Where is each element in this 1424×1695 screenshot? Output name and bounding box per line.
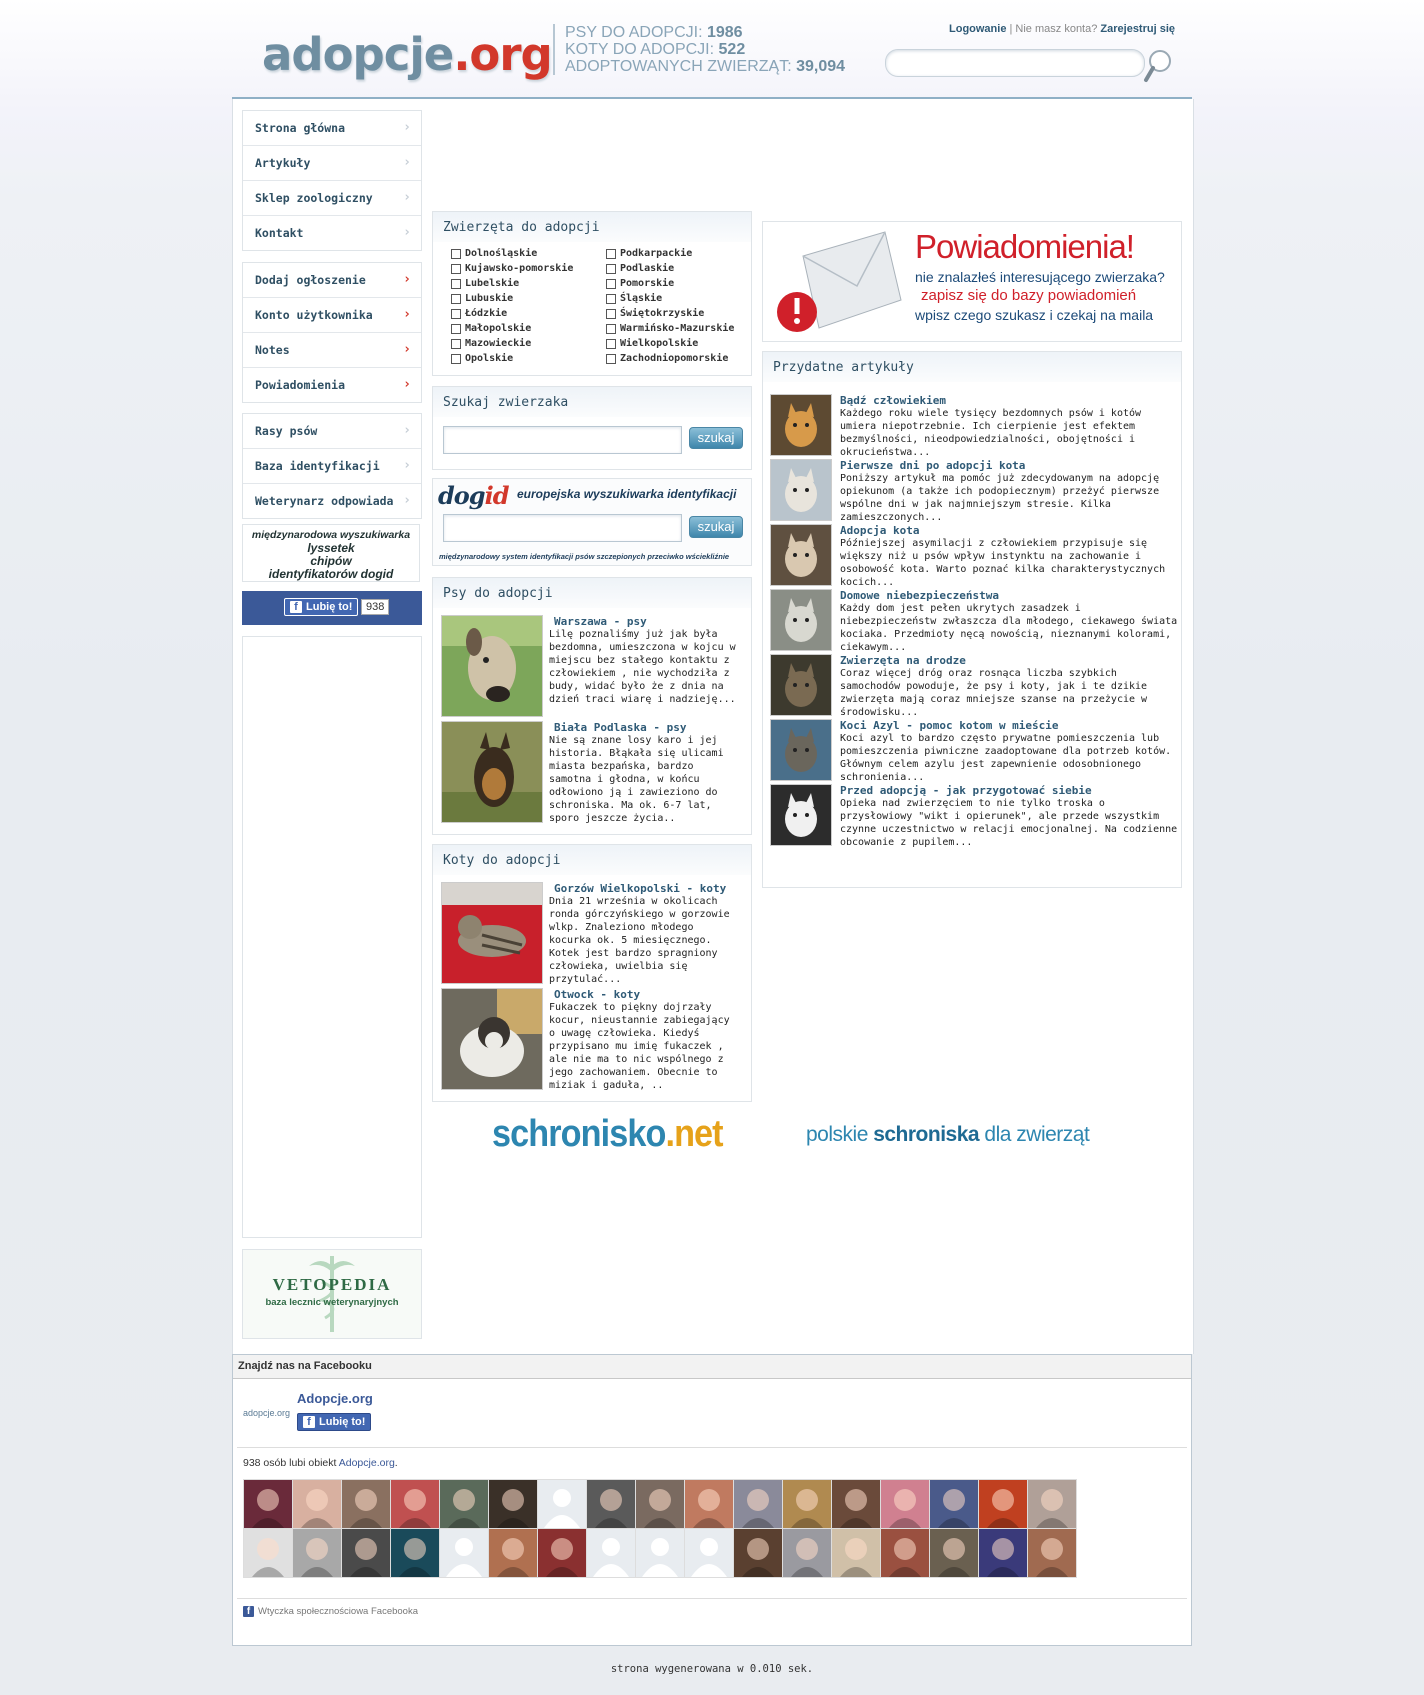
logo-domain: .org	[453, 28, 552, 81]
listing-title[interactable]: Warszawa - psy	[554, 615, 647, 628]
person-photo-icon	[489, 1529, 537, 1577]
stat-dogs: PSY DO ADOPCJI: 1986	[565, 24, 743, 41]
checkbox[interactable]	[606, 309, 616, 319]
person-photo-icon	[1028, 1529, 1076, 1577]
region-checkbox[interactable]: Kujawsko-pomorskie	[451, 262, 606, 275]
schronisko-net-logo[interactable]: schronisko.net	[492, 1113, 723, 1155]
fb-page-name[interactable]: Adopcje.org	[297, 1391, 373, 1406]
person-photo-icon	[930, 1480, 978, 1528]
nav-main	[242, 110, 422, 251]
person-photo-icon	[979, 1529, 1027, 1577]
region-checkbox[interactable]: Dolnośląskie	[451, 247, 606, 260]
panel-title: Koty do adopcji	[433, 845, 751, 875]
chevron-right-icon: ›	[403, 190, 411, 205]
page-generated-footer: strona wygenerowana w 0.010 sek.	[610, 1663, 814, 1675]
person-photo-icon	[244, 1529, 292, 1577]
vetopedia-subtitle: baza lecznic weterynaryjnych	[265, 1297, 399, 1308]
region-checkbox[interactable]: Opolskie	[451, 352, 606, 365]
nav-home[interactable]: Strona główna ›	[243, 111, 421, 146]
region-checkbox[interactable]: Wielkopolskie	[606, 337, 756, 350]
default-avatar-icon	[440, 1529, 488, 1577]
fan-avatar[interactable]	[635, 1528, 685, 1578]
panel-title: Szukaj zwierzaka	[433, 387, 751, 417]
region-checkbox[interactable]: Śląskie	[606, 292, 756, 305]
facebook-icon: f	[243, 1606, 254, 1617]
article-title[interactable]: Koci Azyl - pomoc kotom w mieście	[840, 719, 1059, 732]
dogid-logo[interactable]: dogid	[438, 481, 509, 510]
login-link[interactable]: Logowanie	[949, 23, 1007, 35]
person-photo-icon	[440, 1480, 488, 1528]
fan-avatar[interactable]	[341, 1479, 391, 1529]
fb-likes-text: 938 osób lubi obiekt Adopcje.org.	[243, 1457, 398, 1469]
article-item[interactable]	[770, 459, 1180, 525]
stats-box	[553, 24, 845, 75]
fan-avatar[interactable]	[243, 1479, 293, 1529]
chevron-right-icon: ›	[403, 342, 411, 357]
nav-pet-shop[interactable]: Sklep zoologiczny ›	[243, 181, 421, 216]
fan-avatar[interactable]	[537, 1528, 587, 1578]
checkbox[interactable]	[451, 324, 461, 334]
article-excerpt: Poniższy artykuł ma pomóc już zdecydowanym na adopcję opiekunom (a także ich podopiecznym) przeżyć pierwsze wspólne dni w jak najmniejszym stresie. Kilka zamieszczonych...	[840, 473, 1160, 523]
article-item[interactable]	[770, 654, 1180, 720]
register-link[interactable]: Zarejestruj się	[1100, 23, 1175, 35]
article-thumbnail	[770, 654, 832, 716]
polskie-schroniska-logo[interactable]: polskie schroniska dla zwierząt	[806, 1123, 1090, 1146]
fb-like-count: 938	[361, 599, 389, 615]
checkbox[interactable]	[451, 264, 461, 274]
fan-avatar[interactable]	[929, 1479, 979, 1529]
vetopedia-title: VETOPEDIA	[272, 1275, 392, 1294]
fan-avatar[interactable]	[390, 1479, 440, 1529]
fan-avatar[interactable]	[782, 1479, 832, 1529]
person-photo-icon	[293, 1529, 341, 1577]
cat-photo	[441, 988, 543, 1090]
fb-page-avatar[interactable]: adopcje.org	[243, 1408, 291, 1418]
checkbox[interactable]	[606, 324, 616, 334]
facebook-icon: f	[290, 601, 302, 613]
person-photo-icon	[1028, 1480, 1076, 1528]
person-photo-icon	[244, 1480, 292, 1528]
fan-avatar[interactable]	[733, 1528, 783, 1578]
banner-line: wpisz czego szukasz i czekaj na maila	[915, 307, 1154, 323]
cat-listing[interactable]	[441, 988, 731, 1090]
article-title[interactable]: Bądź człowiekiem	[840, 394, 946, 407]
fan-avatar[interactable]	[733, 1479, 783, 1529]
listing-text: Nie są znane losy karo i jej historia. Błąkała się ulicami miasta bezpańska, bardzo samotna i głodna, w końcu odłowiono ją i zawieziono do schroniska. Ma ok. 6-7 lat, sporo jeszcze życia..	[549, 735, 724, 824]
adopt-regions-panel	[432, 211, 752, 376]
fan-avatar[interactable]	[439, 1479, 489, 1529]
animal-search-button[interactable]: szukaj	[689, 427, 743, 449]
default-avatar-icon	[587, 1529, 635, 1577]
article-item[interactable]	[770, 394, 1180, 460]
article-excerpt: Opieka nad zwierzęciem to nie tylko troska o przysłowiowy "wikt i opierunek", ale przede wszystkim czynne uczestnictwo w relacji emocjonalnej. Na codzienne obcowanie z pupilem...	[840, 798, 1178, 848]
fan-avatar[interactable]	[880, 1528, 930, 1578]
chevron-right-icon: ›	[403, 307, 411, 322]
fan-avatar[interactable]	[782, 1528, 832, 1578]
chevron-right-icon: ›	[403, 493, 411, 508]
person-photo-icon	[293, 1480, 341, 1528]
stat-adopted: ADOPTOWANYCH ZWIERZĄT: 39,094	[565, 58, 846, 75]
sidebar-ad-slot	[242, 636, 422, 1238]
panel-title: Przydatne artykuły	[763, 352, 1181, 382]
article-excerpt: Koci azyl to bardzo często prywatne pomieszczenia lub pomieszczenia piwniczne zaadoptowane dla potrzeb kotów. Głównym celem azylu jest zapewnienie odosobnionego schronienia...	[840, 733, 1172, 783]
site-search-input[interactable]	[885, 49, 1145, 77]
checkbox[interactable]	[451, 354, 461, 364]
nav-contact[interactable]: Kontakt ›	[243, 216, 421, 250]
cat-photo	[441, 882, 543, 984]
fb-like-button[interactable]: f Lubię to!	[284, 598, 358, 616]
search-animal-panel	[432, 386, 752, 470]
fan-avatar[interactable]	[586, 1479, 636, 1529]
stat-cats: KOTY DO ADOPCJI: 522	[565, 41, 746, 58]
fan-avatar[interactable]	[635, 1479, 685, 1529]
region-checkbox[interactable]: Lubuskie	[451, 292, 606, 305]
dogs-panel	[432, 577, 752, 835]
nav-resources	[242, 413, 422, 519]
checkbox[interactable]	[606, 264, 616, 274]
region-checkbox[interactable]: Świętokrzyskie	[606, 307, 756, 320]
dogid-panel	[432, 478, 752, 566]
dog-listing[interactable]	[441, 615, 736, 717]
default-avatar-icon	[636, 1529, 684, 1577]
article-excerpt: Późniejszej asymilacji z człowiekiem przypisuje się większy niż u psów wpływ instynktu na zachowanie i osobowość kota. Warto poznać kilka charakterystycznych kocich...	[840, 538, 1166, 588]
fb-like-box	[242, 591, 422, 625]
regions-list	[433, 242, 751, 365]
fan-avatar[interactable]	[684, 1528, 734, 1578]
fan-avatar[interactable]	[488, 1479, 538, 1529]
logo-text: adopcje	[262, 28, 454, 81]
fan-avatar[interactable]	[488, 1528, 538, 1578]
chevron-right-icon: ›	[403, 120, 411, 135]
person-photo-icon	[734, 1480, 782, 1528]
default-avatar-icon	[685, 1529, 733, 1577]
person-photo-icon	[783, 1480, 831, 1528]
article-title[interactable]: Przed adopcją - jak przygotować siebie	[840, 784, 1092, 797]
nav-notifications[interactable]: Powiadomienia ›	[243, 368, 421, 402]
article-thumbnail	[770, 459, 832, 521]
article-excerpt: Każdy dom jest pełen ukrytych zasadzek i niebezpieczeństw zwłaszcza dla młodego, ciekawego świata kociaka. Przedmioty nęcą nowością, nieznanymi kolorami, ciekawym...	[840, 603, 1178, 653]
no-account-text: | Nie masz konta?	[1006, 23, 1101, 35]
article-thumbnail	[770, 524, 832, 586]
login-bar	[949, 23, 1175, 35]
fan-avatar[interactable]	[880, 1479, 930, 1529]
chevron-right-icon: ›	[403, 225, 411, 240]
person-photo-icon	[342, 1480, 390, 1528]
facebook-widget	[232, 1354, 1192, 1646]
listing-text: Dnia 21 września w okolicach ronda górczyńskiego w gorzowie wlkp. Znaleziono młodego kocurka ok. 5 miesięcznego. Kotek jest bardzo spragniony człowieka, uwielbia się przytulać...	[549, 896, 730, 985]
article-item[interactable]	[770, 589, 1180, 655]
checkbox[interactable]	[606, 294, 616, 304]
person-photo-icon	[391, 1529, 439, 1577]
panel-title: Zwierzęta do adopcji	[433, 212, 751, 242]
article-title[interactable]: Zwierzęta na drodze	[840, 654, 966, 667]
listing-title[interactable]: Biała Podlaska - psy	[554, 721, 687, 734]
divider	[237, 1598, 1187, 1599]
checkbox[interactable]	[451, 309, 461, 319]
vetopedia-banner[interactable]	[242, 1249, 422, 1339]
dog-photo	[441, 721, 543, 823]
chevron-right-icon: ›	[403, 155, 411, 170]
listing-text: Lilę poznaliśmy już jak była bezdomna, umieszczona w kojcu w miejscu bez stałego kontaktu z człowiekiem , nie wychodziła z budy, widać było że z dnia na dzień traci wiarę i nadzieję...	[549, 629, 736, 705]
article-item[interactable]	[770, 719, 1180, 785]
dogid-tagline: europejska wyszukiwarka identyfikacji	[517, 487, 737, 501]
article-item[interactable]	[770, 524, 1180, 590]
site-logo[interactable]	[262, 28, 552, 81]
checkbox[interactable]	[451, 279, 461, 289]
dogid-search-input[interactable]	[443, 514, 682, 542]
fan-avatar[interactable]	[831, 1479, 881, 1529]
article-item[interactable]	[770, 784, 1180, 850]
articles-panel	[762, 351, 1182, 888]
checkbox[interactable]	[451, 339, 461, 349]
fan-avatar[interactable]	[390, 1528, 440, 1578]
chevron-right-icon: ›	[403, 377, 411, 392]
default-avatar-icon	[538, 1480, 586, 1528]
chevron-right-icon: ›	[403, 272, 411, 287]
article-thumbnail	[770, 394, 832, 456]
person-photo-icon	[342, 1529, 390, 1577]
article-thumbnail	[770, 589, 832, 651]
checkbox[interactable]	[451, 249, 461, 259]
article-excerpt: Coraz więcej dróg oraz rosnąca liczba szybkich samochodów powoduje, że psy i koty, jak i te dzikie zwierzęta mają coraz mniejsze szanse na przeżycie w środowisku...	[840, 668, 1148, 718]
fan-avatar[interactable]	[292, 1479, 342, 1529]
chevron-right-icon: ›	[403, 458, 411, 473]
fb-widget-header: Znajdź nas na Facebooku	[233, 1355, 1191, 1379]
region-checkbox[interactable]: Pomorskie	[606, 277, 756, 290]
fan-avatar[interactable]	[537, 1479, 587, 1529]
region-checkbox[interactable]: Łódzkie	[451, 307, 606, 320]
fan-avatar[interactable]	[341, 1528, 391, 1578]
notifications-banner[interactable]	[762, 221, 1182, 342]
listing-text: Fukaczek to piękny dojrzały kocur, nieustannie zabiegający o uwagę człowieka. Kiedyś przypisano mu imię fukaczek , ale nie ma to nic wspólnego z jego zachowaniem. Obecnie to miziak i gaduła, ..	[549, 1002, 730, 1091]
chevron-right-icon: ›	[403, 423, 411, 438]
animal-search-input[interactable]	[443, 426, 682, 454]
nav-id-database[interactable]: Baza identyfikacji ›	[243, 449, 421, 484]
fan-avatar[interactable]	[831, 1528, 881, 1578]
fan-avatar[interactable]	[684, 1479, 734, 1529]
region-checkbox[interactable]: Warmińsko-Mazurskie	[606, 322, 756, 335]
checkbox[interactable]	[606, 249, 616, 259]
nav-dog-breeds[interactable]: Rasy psów ›	[243, 414, 421, 449]
dog-photo	[441, 615, 543, 717]
article-title[interactable]: Domowe niebezpieczeństwa	[840, 589, 999, 602]
checkbox[interactable]	[606, 279, 616, 289]
person-photo-icon	[538, 1529, 586, 1577]
person-photo-icon	[587, 1480, 635, 1528]
region-checkbox[interactable]: Lubelskie	[451, 277, 606, 290]
fb-plugin-credit[interactable]: f Wtyczka społecznościowa Facebooka	[243, 1606, 418, 1617]
cat-listing[interactable]	[441, 882, 731, 984]
dogid-footnote: międzynarodowy system identyfikacji psów szczepionych przeciwko wściekliźnie	[439, 552, 730, 561]
person-photo-icon	[636, 1480, 684, 1528]
article-title[interactable]: Pierwsze dni po adopcji kota	[840, 459, 1026, 472]
checkbox[interactable]	[606, 354, 616, 364]
fb-widget-like-button[interactable]: f Lubię to!	[297, 1413, 371, 1431]
listing-title[interactable]: Gorzów Wielkopolski - koty	[554, 882, 727, 895]
nav-notes[interactable]: Notes ›	[243, 333, 421, 368]
article-thumbnail	[770, 784, 832, 846]
person-photo-icon	[979, 1480, 1027, 1528]
banner-title: Powiadomienia!	[915, 228, 1134, 265]
region-checkbox[interactable]: Podkarpackie	[606, 247, 756, 260]
person-photo-icon	[391, 1480, 439, 1528]
fan-avatar[interactable]	[243, 1528, 293, 1578]
article-thumbnail	[770, 719, 832, 781]
person-photo-icon	[881, 1480, 929, 1528]
listing-title[interactable]: Otwock - koty	[554, 988, 641, 1001]
region-checkbox[interactable]: Podlaskie	[606, 262, 756, 275]
article-title[interactable]: Adopcja kota	[840, 524, 920, 537]
cats-panel	[432, 844, 752, 1102]
nav-add-listing[interactable]: Dodaj ogłoszenie ›	[243, 263, 421, 298]
region-checkbox[interactable]: Mazowieckie	[451, 337, 606, 350]
person-photo-icon	[734, 1529, 782, 1577]
fan-avatar[interactable]	[978, 1528, 1028, 1578]
panel-title: Psy do adopcji	[433, 578, 751, 608]
fan-avatar[interactable]	[292, 1528, 342, 1578]
nav-vet-answers[interactable]: Weterynarz odpowiada ›	[243, 484, 421, 518]
checkbox[interactable]	[451, 294, 461, 304]
nav-user	[242, 262, 422, 403]
fan-avatar[interactable]	[978, 1479, 1028, 1529]
dog-listing[interactable]	[441, 721, 731, 823]
person-photo-icon	[832, 1529, 880, 1577]
region-checkbox[interactable]: Małopolskie	[451, 322, 606, 335]
fan-avatar[interactable]	[586, 1528, 636, 1578]
person-photo-icon	[881, 1529, 929, 1577]
region-checkbox[interactable]: Zachodniopomorskie	[606, 352, 756, 365]
banner-line: zapisz się do bazy powiadomień	[921, 287, 1137, 304]
envelope-icon	[773, 228, 903, 336]
facebook-icon: f	[303, 1416, 315, 1428]
person-photo-icon	[685, 1480, 733, 1528]
fan-avatar[interactable]	[929, 1528, 979, 1578]
fan-avatar[interactable]	[1027, 1479, 1077, 1529]
fan-avatar[interactable]	[1027, 1528, 1077, 1578]
person-photo-icon	[783, 1529, 831, 1577]
banner-line: nie znalazłeś interesującego zwierzaka?	[915, 269, 1165, 285]
divider	[237, 1447, 1187, 1448]
nav-articles[interactable]: Artykuły ›	[243, 146, 421, 181]
person-photo-icon	[832, 1480, 880, 1528]
fan-avatar[interactable]	[439, 1528, 489, 1578]
article-excerpt: Każdego roku wiele tysięcy bezdomnych psów i kotów umiera niepotrzebnie. Ich cierpienie jest efektem bezmyślności, nieodpowiedzialności, obojętności i okrucieństwa...	[840, 408, 1142, 458]
search-icon[interactable]	[1143, 47, 1173, 87]
lyssetek-banner[interactable]: międzynarodowa wyszukiwarka lyssetek chipów identyfikatorów dogid	[242, 524, 420, 582]
nav-account[interactable]: Konto użytkownika ›	[243, 298, 421, 333]
person-photo-icon	[489, 1480, 537, 1528]
dogid-search-button[interactable]: szukaj	[689, 516, 743, 538]
fb-page-link[interactable]: Adopcje.org	[338, 1457, 395, 1469]
person-photo-icon	[930, 1529, 978, 1577]
checkbox[interactable]	[606, 339, 616, 349]
